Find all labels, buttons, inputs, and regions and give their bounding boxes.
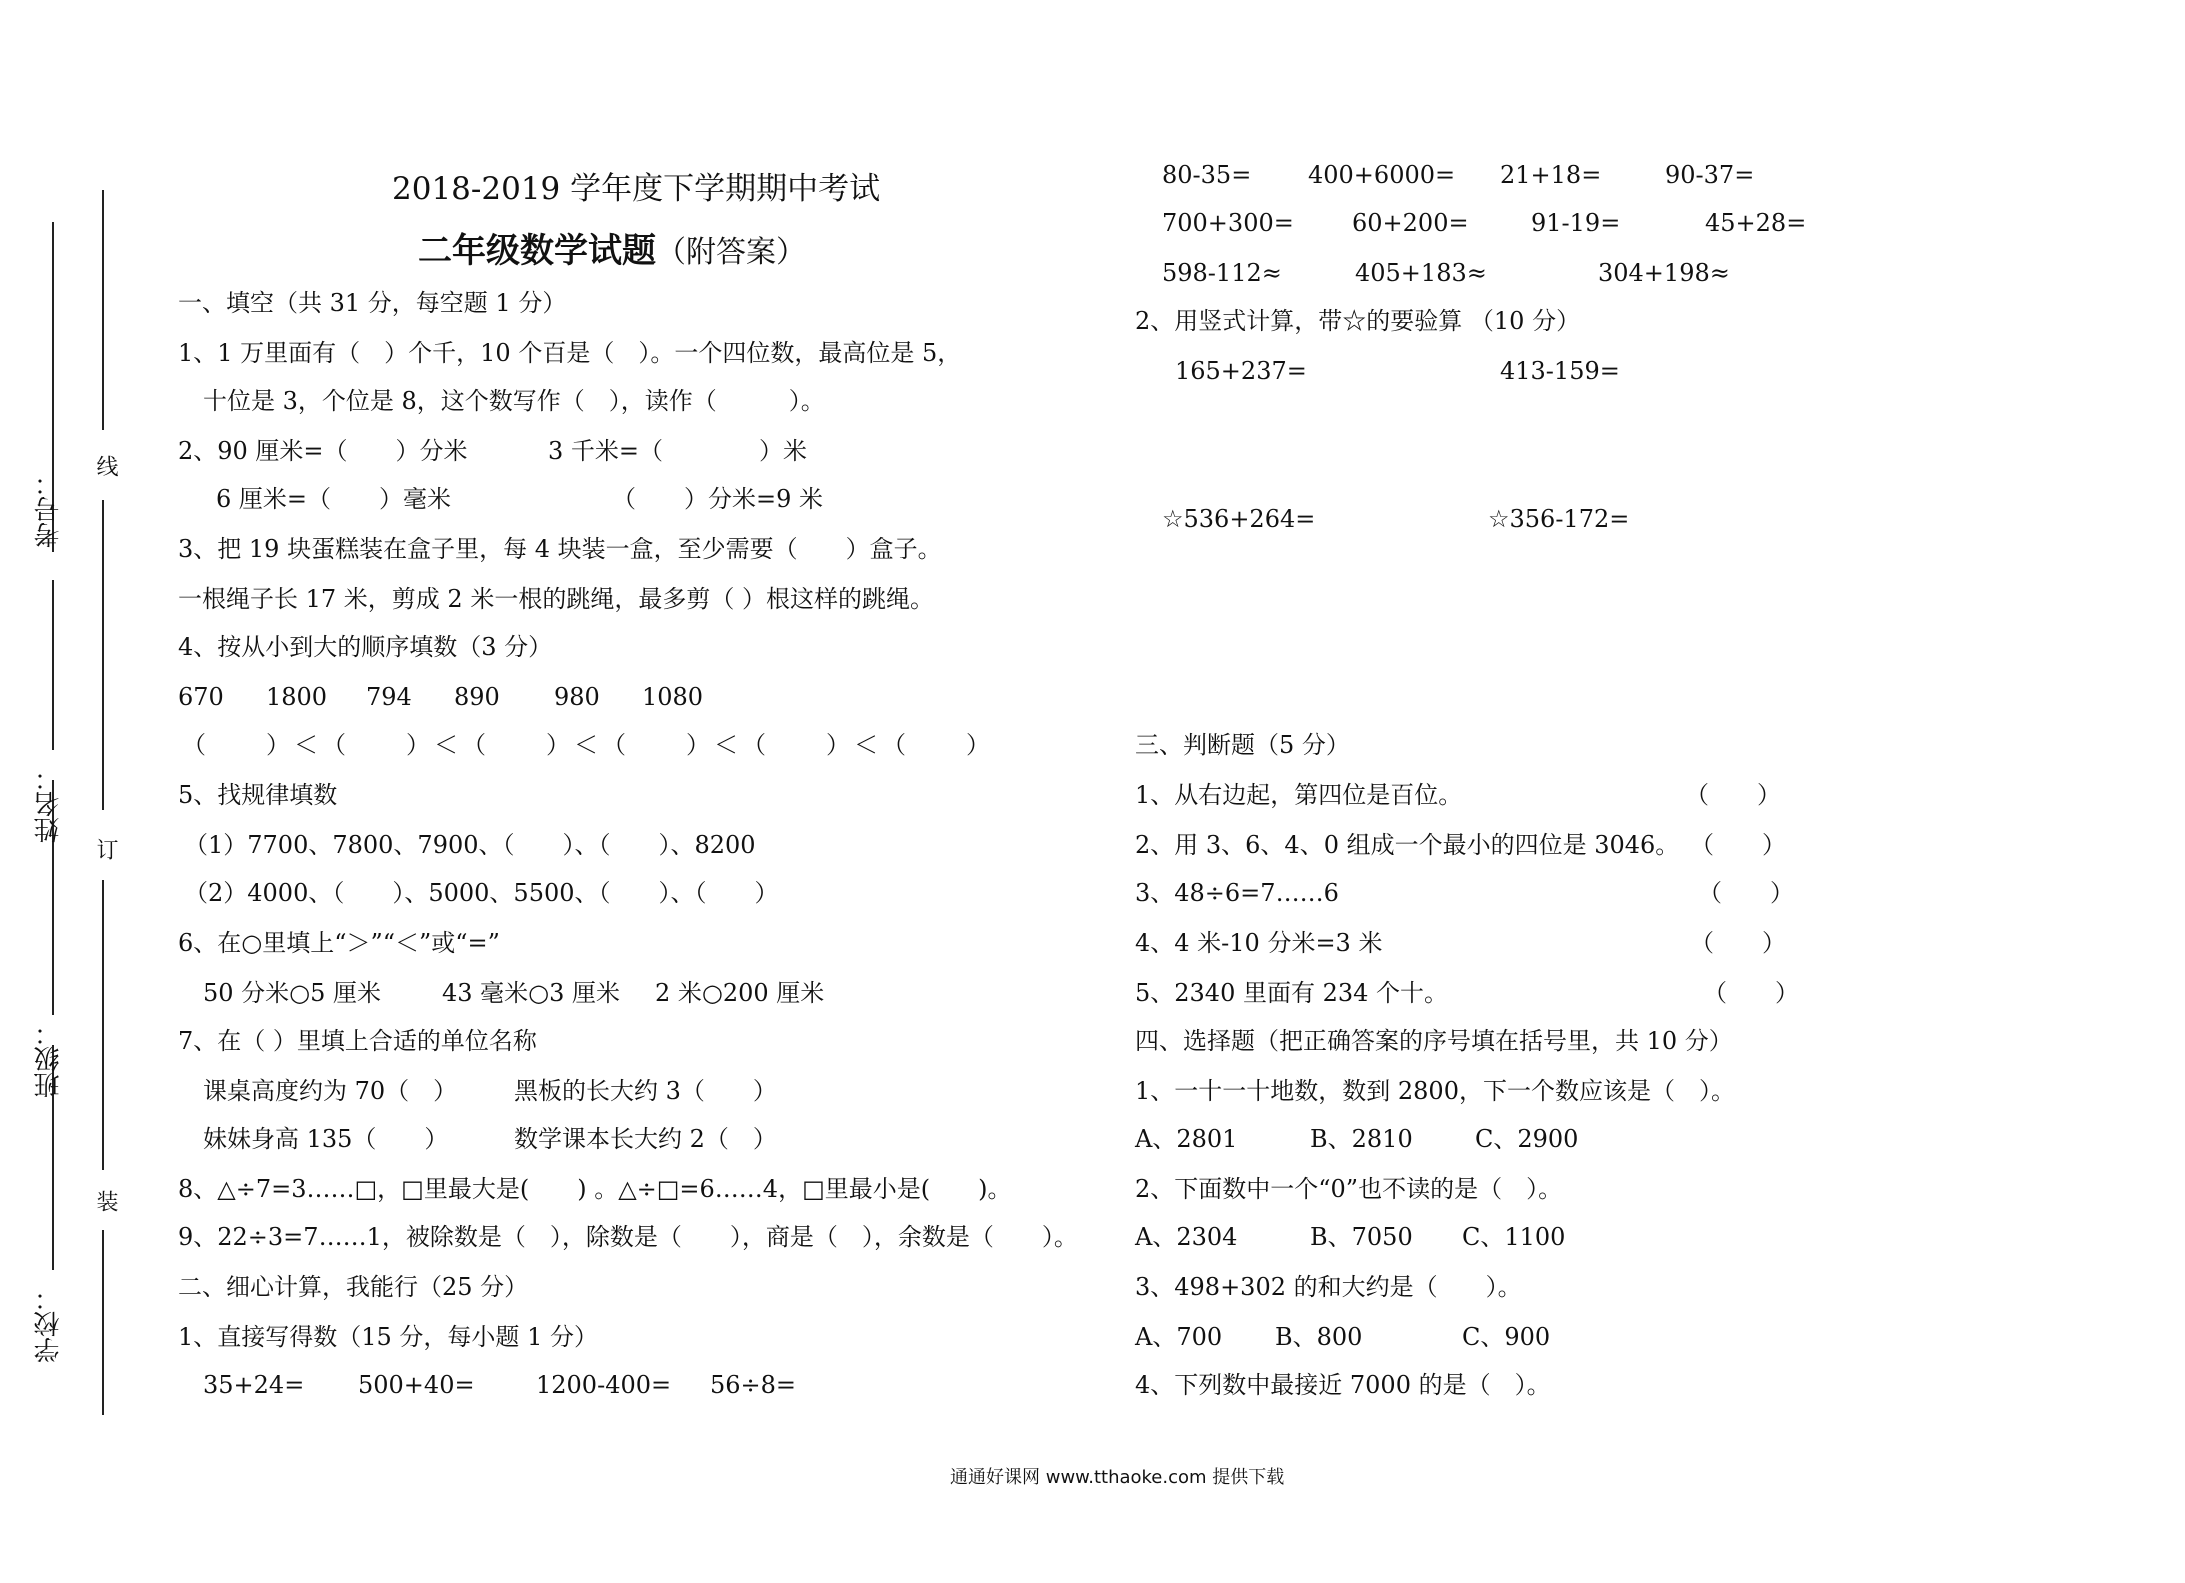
judge-paren: （ ） xyxy=(1690,831,1786,859)
question-4-blanks: （ ）＜（ ）＜（ ）＜（ ）＜（ ）＜（ ） xyxy=(182,731,994,759)
question-2-part-4: （ ）分米=9 米 xyxy=(612,485,824,513)
calc-item: 60+200= xyxy=(1352,209,1469,237)
calc-item: 1200-400= xyxy=(536,1371,672,1399)
judge-paren: （ ） xyxy=(1685,781,1781,809)
question-3-line-1: 3、把 19 块蛋糕装在盒子里，每 4 块装一盒，至少需要（ ）盒子。 xyxy=(178,535,942,563)
subtitle-main: 二年级数学试题 xyxy=(418,231,656,271)
subtitle-note: （附答案） xyxy=(656,235,806,270)
question-2-part-1: 2、90 厘米=（ ）分米 xyxy=(178,437,468,465)
question-4-number: 1080 xyxy=(642,683,704,711)
binding-line xyxy=(102,880,104,1170)
judge-item: 2、用 3、6、4、0 组成一个最小的四位是 3046。 xyxy=(1135,831,1680,859)
choice-option: A、2304 xyxy=(1135,1223,1238,1251)
choice-option: B、7050 xyxy=(1310,1223,1413,1251)
question-4-number: 670 xyxy=(178,683,224,711)
footer-source: 通通好课网 www.tthaoke.com 提供下载 xyxy=(950,1467,1285,1488)
mark-line: 线 xyxy=(93,455,118,477)
section-4-heading: 四、选择题（把正确答案的序号填在括号里，共 10 分） xyxy=(1135,1027,1733,1055)
question-7-item: 数学课本长大约 2（ ） xyxy=(514,1125,777,1153)
question-6-item: 43 毫米○3 厘米 xyxy=(442,979,621,1007)
section-2-heading: 二、细心计算，我能行（25 分） xyxy=(178,1273,529,1301)
vertical-calc-item: ☆536+264= xyxy=(1162,505,1316,533)
mark-ding: 订 xyxy=(93,838,118,860)
question-4-number: 890 xyxy=(454,683,500,711)
vertical-calc-item: 413-159= xyxy=(1500,357,1620,385)
question-5-item-2: （2）4000、（ ）、5000、5500、（ ）、（ ） xyxy=(184,879,779,907)
judge-paren: （ ） xyxy=(1690,929,1786,957)
calc-item: 56÷8= xyxy=(710,1371,797,1399)
judge-item: 3、48÷6=7……6 xyxy=(1135,879,1339,907)
question-2-part-2: 3 千米=（ ）米 xyxy=(548,437,808,465)
choice-option: A、2801 xyxy=(1135,1125,1238,1153)
question-4-number: 794 xyxy=(366,683,412,711)
calc-item: 400+6000= xyxy=(1308,161,1456,189)
name-label: 姓名： xyxy=(34,765,64,843)
question-6-prompt: 6、在○里填上“＞”“＜”或“=” xyxy=(178,929,500,957)
question-2-part-3: 6 厘米=（ ）毫米 xyxy=(216,485,452,513)
calc-item: 21+18= xyxy=(1500,161,1602,189)
exam-subtitle xyxy=(418,223,806,272)
calc-item: 405+183≈ xyxy=(1355,259,1487,287)
question-7-item: 黑板的长大约 3（ ） xyxy=(514,1077,777,1105)
choice-option: B、800 xyxy=(1275,1323,1363,1351)
binding-line xyxy=(102,1230,104,1415)
question-1-line-2: 十位是 3，个位是 8，这个数写作（ ），读作（ ）。 xyxy=(203,387,825,415)
calc-item: 700+300= xyxy=(1162,209,1294,237)
binding-line xyxy=(102,500,104,810)
margin-line-outer xyxy=(52,580,54,750)
section-1-heading: 一、填空（共 31 分，每空题 1 分） xyxy=(178,289,567,317)
class-label: 班级： xyxy=(34,1020,64,1098)
question-7-item: 妹妹身高 135（ ） xyxy=(203,1125,449,1153)
question-4-number: 1800 xyxy=(266,683,328,711)
choice-option: A、700 xyxy=(1135,1323,1223,1351)
calc-item: 80-35= xyxy=(1162,161,1252,189)
choice-question-2: 2、下面数中一个“0”也不读的是（ ）。 xyxy=(1135,1175,1563,1203)
question-6-item: 2 米○200 厘米 xyxy=(655,979,825,1007)
question-1-line-1: 1、1 万里面有（ ）个千，10 个百是（ ）。一个四位数，最高位是 5， xyxy=(178,339,962,367)
calc-item: 35+24= xyxy=(203,1371,305,1399)
question-6-item: 50 分米○5 厘米 xyxy=(203,979,382,1007)
question-7-item: 课桌高度约为 70（ ） xyxy=(203,1077,458,1105)
judge-paren: （ ） xyxy=(1703,979,1799,1007)
school-label: 学校： xyxy=(34,1285,64,1363)
choice-option: C、900 xyxy=(1462,1323,1551,1351)
calc-item: 90-37= xyxy=(1665,161,1755,189)
question-5-item-1: （1）7700、7800、7900、（ ）、（ ）、8200 xyxy=(184,831,756,859)
section-2-question-1: 1、直接写得数（15 分，每小题 1 分） xyxy=(178,1323,598,1351)
section-3-heading: 三、判断题（5 分） xyxy=(1135,731,1350,759)
choice-question-1: 1、一十一十地数，数到 2800，下一个数应该是（ ）。 xyxy=(1135,1077,1735,1105)
question-4-prompt: 4、按从小到大的顺序填数（3 分） xyxy=(178,633,553,661)
mark-zhuang: 装 xyxy=(93,1190,118,1212)
question-3-line-2: 一根绳子长 17 米，剪成 2 米一根的跳绳，最多剪（ ）根这样的跳绳。 xyxy=(178,585,934,613)
section-2-question-2: 2、用竖式计算，带☆的要验算 （10 分） xyxy=(1135,307,1581,335)
question-9: 9、22÷3=7……1，被除数是（ ），除数是（ ），商是（ ），余数是（ ）。 xyxy=(178,1223,1078,1251)
question-5-prompt: 5、找规律填数 xyxy=(178,781,338,809)
vertical-calc-item: 165+237= xyxy=(1175,357,1307,385)
calc-item: 598-112≈ xyxy=(1162,259,1282,287)
calc-item: 91-19= xyxy=(1531,209,1621,237)
choice-question-4: 4、下列数中最接近 7000 的是（ ）。 xyxy=(1135,1371,1551,1399)
calc-item: 304+198≈ xyxy=(1598,259,1730,287)
calc-item: 45+28= xyxy=(1705,209,1807,237)
question-4-number: 980 xyxy=(554,683,600,711)
vertical-calc-item: ☆356-172= xyxy=(1488,505,1630,533)
question-7-prompt: 7、在（ ）里填上合适的单位名称 xyxy=(178,1027,537,1055)
choice-option: C、2900 xyxy=(1475,1125,1579,1153)
choice-option: C、1100 xyxy=(1462,1223,1566,1251)
exam-title: 2018-2019 学年度下学期期中考试 xyxy=(392,171,881,207)
judge-item: 5、2340 里面有 234 个十。 xyxy=(1135,979,1449,1007)
judge-paren: （ ） xyxy=(1698,879,1794,907)
choice-question-3: 3、498+302 的和大约是（ ）。 xyxy=(1135,1273,1522,1301)
judge-item: 4、4 米-10 分米=3 米 xyxy=(1135,929,1383,957)
choice-option: B、2810 xyxy=(1310,1125,1413,1153)
question-8: 8、△÷7=3……□，□里最大是( ) 。△÷□=6……4，□里最小是( )。 xyxy=(178,1175,1012,1203)
binding-line xyxy=(102,190,104,430)
exam-no-label: 考号： xyxy=(34,470,64,548)
calc-item: 500+40= xyxy=(358,1371,475,1399)
judge-item: 1、从右边起，第四位是百位。 xyxy=(1135,781,1463,809)
